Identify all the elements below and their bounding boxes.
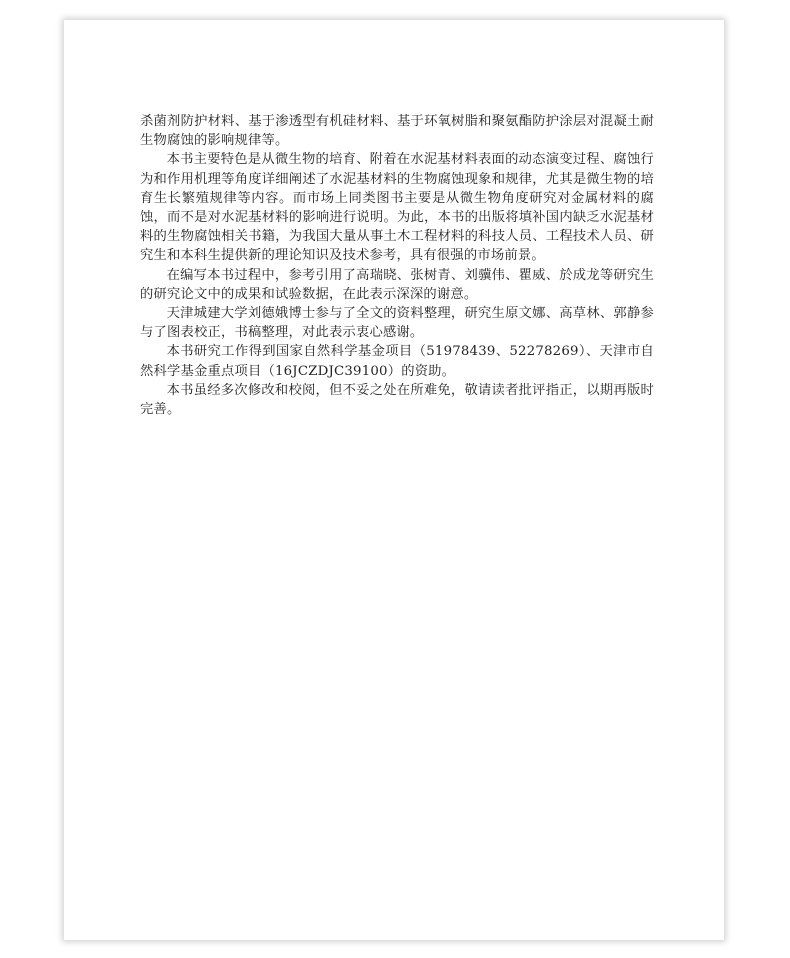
paragraph-2: 本书主要特色是从微生物的培育、附着在水泥基材料表面的动态演变过程、腐蚀行为和作用机理等角度详细阐述了水泥基材料的生物腐蚀现象和规律，尤其是微生物的培育生长繁殖规律等内容。而市场上同类图书主要是从微生物角度研究对金属材料的腐蚀，而不是对水泥基材料的影响进行说明。为此，本书的出版将填补国内缺乏水泥基材料的生物腐蚀相关书籍，为我国大量从事土木工程材料的科技人员、工程技术人员、研究生和本科生提供新的理论知识及技术参考，具有很强的市场前景。 — [140, 152, 654, 264]
paragraph-6: 本书虽经多次修改和校阅，但不妥之处在所难免，敬请读者批评指正，以期再版时完善。 — [140, 382, 654, 418]
document-page — [64, 20, 724, 940]
document-body — [140, 112, 654, 419]
paragraph-4: 天津城建大学刘德娥博士参与了全文的资料整理，研究生原文娜、高草林、郭静参与了图表校正，书稿整理，对此表示衷心感谢。 — [140, 306, 654, 341]
paragraph-3: 在编写本书过程中，参考引用了高瑞晓、张树青、刘骥伟、瞿威、於成龙等研究生的研究论文中的成果和试验数据，在此表示深深的谢意。 — [140, 267, 654, 302]
paragraph-5: 本书研究工作得到国家自然科学基金项目（51978439、52278269）、天津市自然科学基金重点项目（16JCZDJC39100）的资助。 — [140, 344, 654, 379]
paragraph-1: 杀菌剂防护材料、基于渗透型有机硅材料、基于环氧树脂和聚氨酯防护涂层对混凝土耐生物腐蚀的影响规律等。 — [140, 114, 654, 149]
